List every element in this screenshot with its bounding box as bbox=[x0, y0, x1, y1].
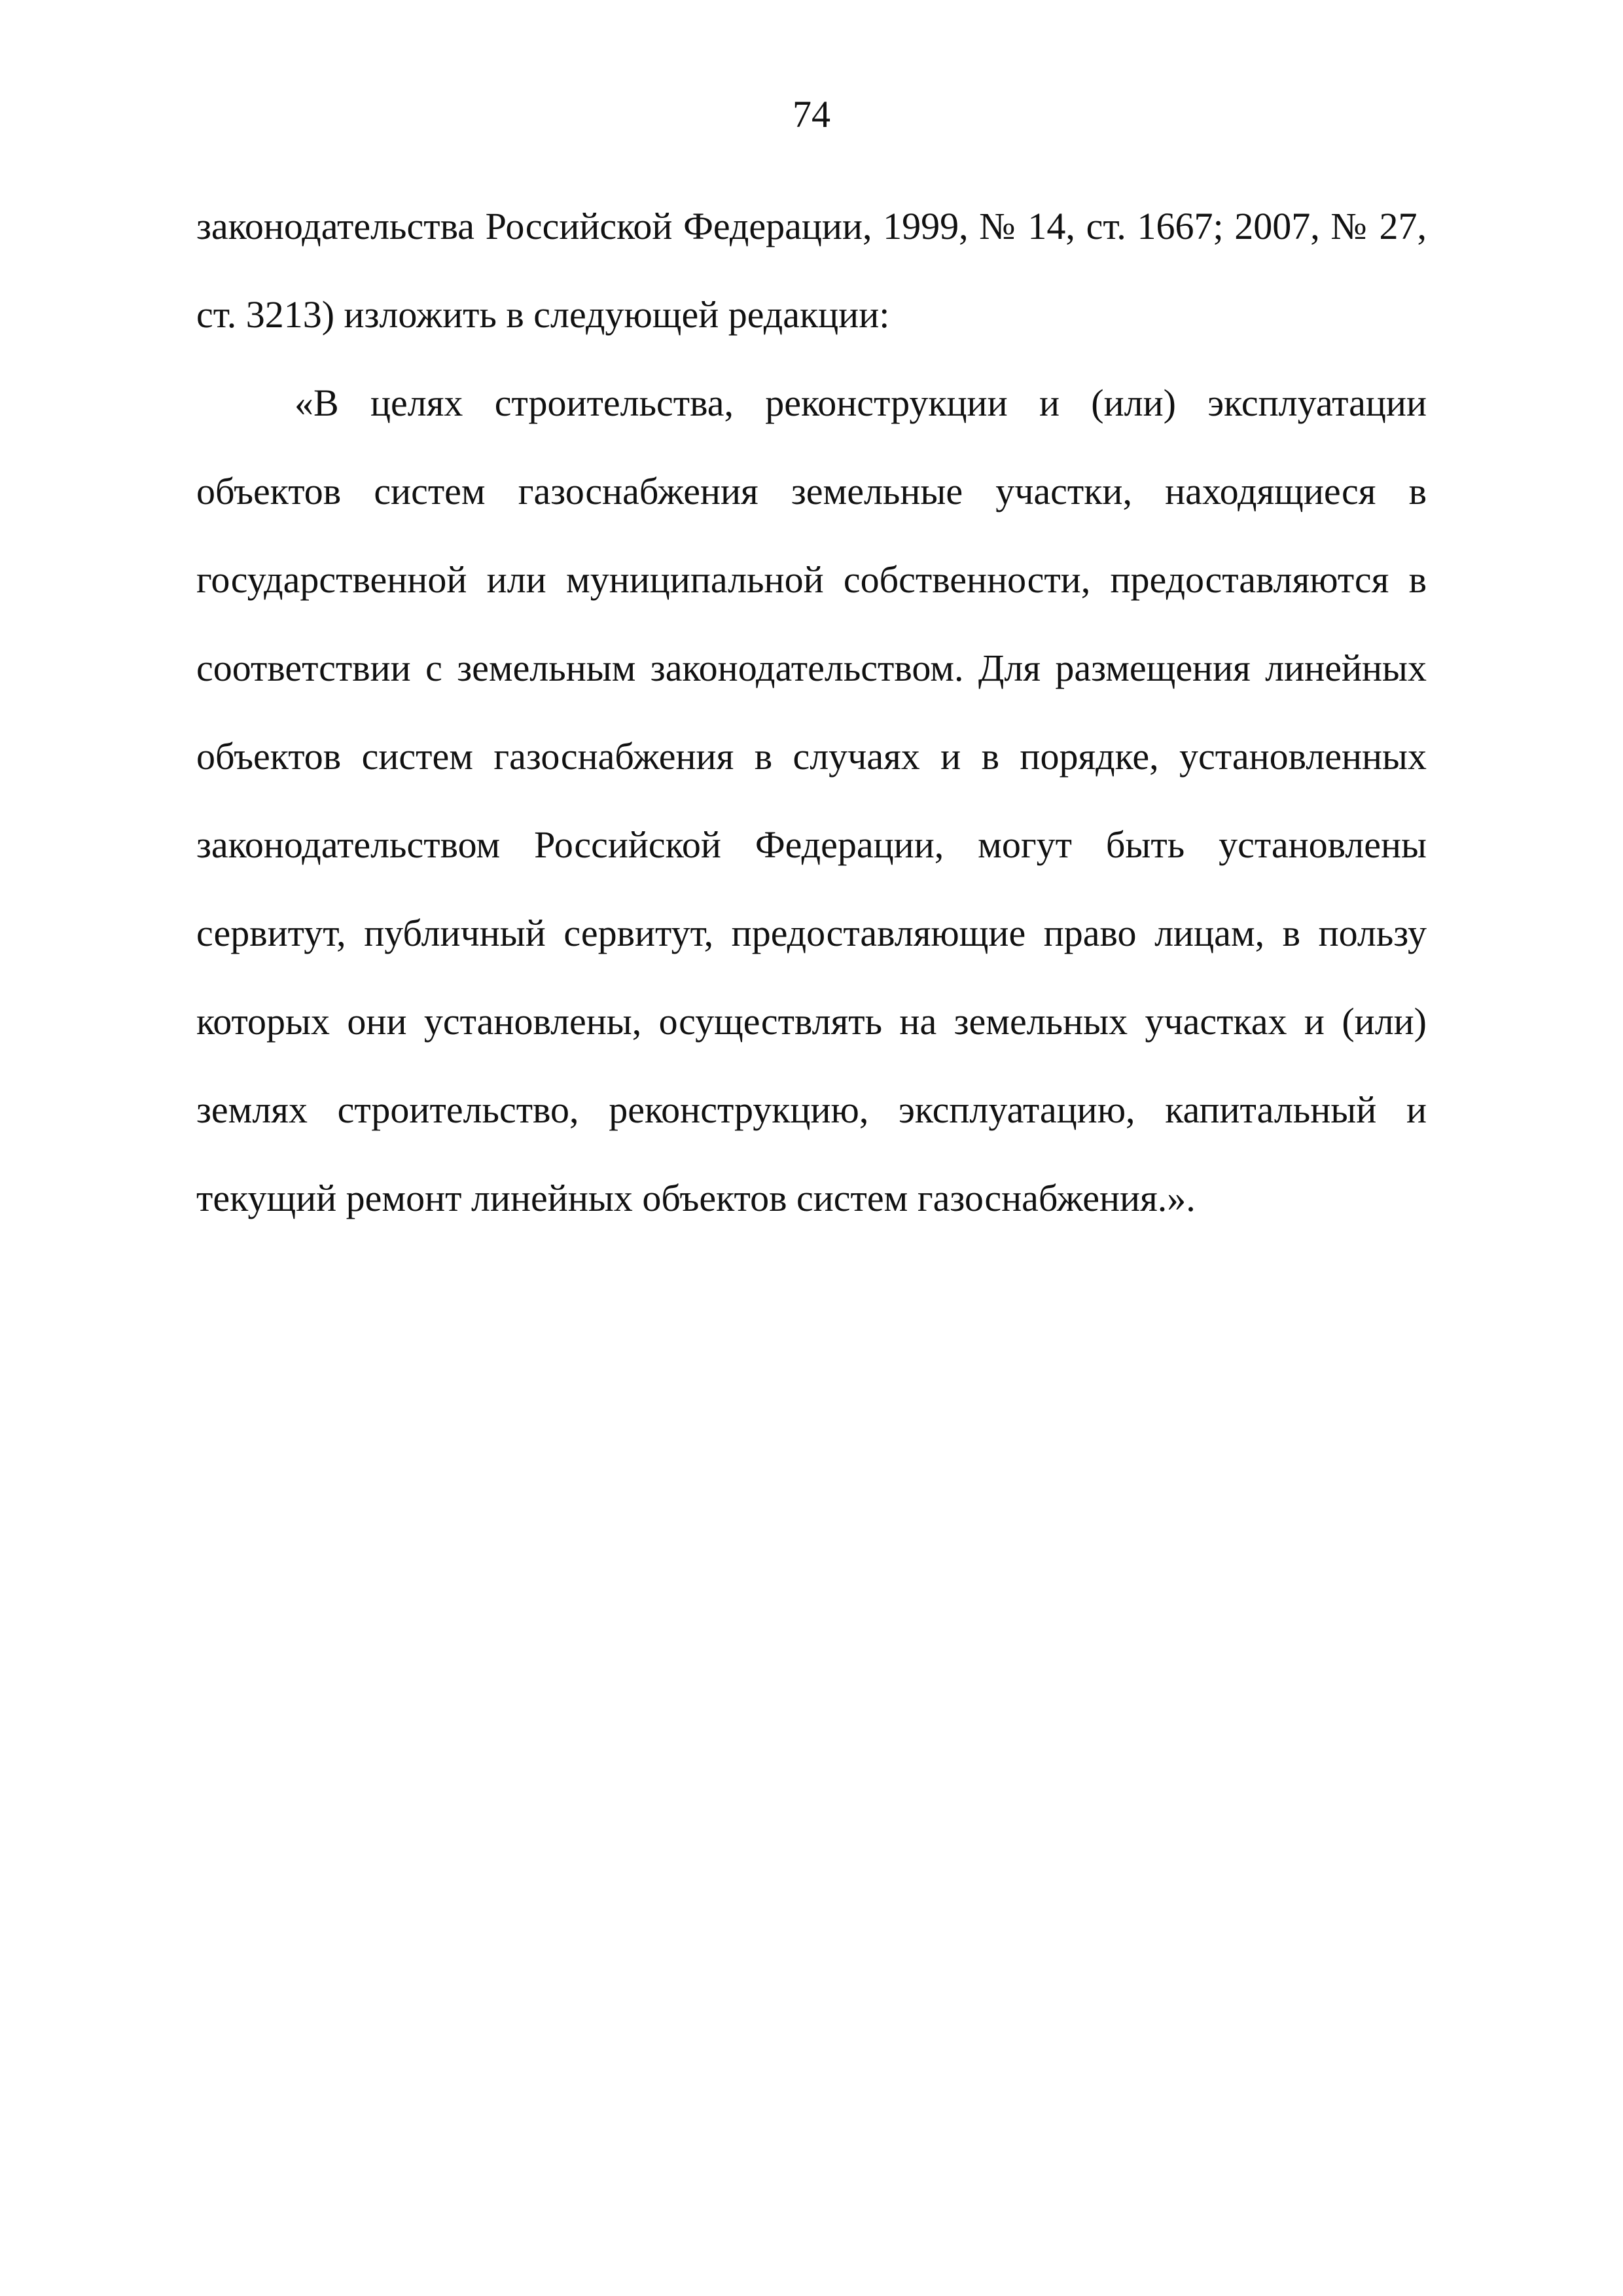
page-number: 74 bbox=[793, 93, 830, 135]
document-body bbox=[196, 182, 1427, 1242]
paragraph-quoted-amendment: «В целях строительства, реконструкции и (или) эксплуатации объектов систем газоснабжения земельные участки, находящиеся в государственной или муниципальной собственности, предоставляются в соответствии с земельным законодательством. Для размещения линейных объектов систем газоснабжения в случаях и в порядке, установленных законодательством Российской Федерации, могут быть установлены сервитут, публичный сервитут, предоставляющие право лицам, в пользу которых они установлены, осуществлять на земельных участках и (или) землях строительство, реконструкцию, эксплуатацию, капитальный и текущий ремонт линейных объектов систем газоснабжения.». bbox=[196, 382, 1427, 1219]
paragraph-continuation: законодательства Российской Федерации, 1999, № 14, ст. 1667; 2007, № 27, ст. 3213) изложить в следующей редакции: bbox=[196, 205, 1427, 336]
